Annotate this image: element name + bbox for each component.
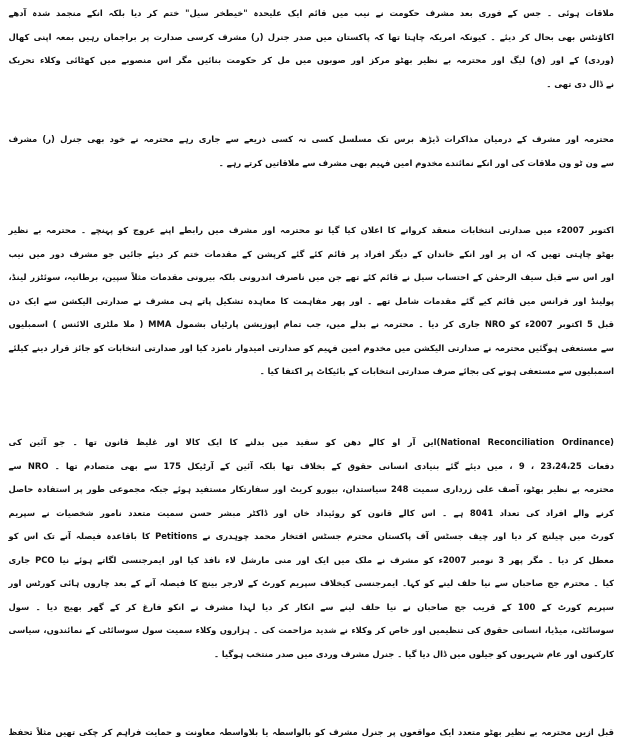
line-text: ملاقات ہوئی ۔ جس کے فوری بعد مشرف حکومت نے نیب میں قائم ایک علیحدہ "خیطخر سیل" ختم کر دیا بلکہ انکے منجمد شدہ آدھے [8, 8, 614, 18]
line-text: پولینڈ اور فرانس میں قائم کیے گئے مقدمات شامل تھے ۔ اور پھر مفاہمت کا معاہدہ تشکیل پاتے ہی مشرف نے صدارتی الیکشن سے ایک دن [8, 295, 614, 306]
paragraph-5 [8, 719, 614, 743]
text-line [8, 617, 614, 641]
line-text: اور اس سے قبل سیف الرحمٰن کے احتساب سیل نے قائم کئے تھے جن میں ناصرف اندرونی بلکہ بیرونی مقدمات مثلاً سپین، برطانیہ، سوئٹزر لینڈ، [8, 272, 614, 282]
line-text: محترمہ بے نظیر بھٹو، آصف علی زرداری سمیت 248 سیاستدان، بیورو کریٹ اور سفارتکار مستفید ہوئے جبکہ مجموعی طور پر استفادہ حاصل [8, 484, 614, 494]
text-line [8, 453, 614, 477]
text-line [8, 429, 614, 453]
line-text: کورٹ میں چیلنج کر دیا اور چیف جسٹس آف پاکستان محترم جسٹس افتخار محمد چوہدری نے Petitions کا باقاعدہ فیصلہ آنے تک اس کو [8, 531, 614, 541]
paragraph-3 [8, 217, 614, 382]
text-line [8, 641, 614, 665]
line-text: بھٹو چاہتی تھیں کہ ان پر اور انکے خاندان کے دیگر افراد پر قائم کئے گئے کرپشن کے مقدمات ختم کر دیئے جائیں جو مشرف دور میں نیب [8, 248, 614, 259]
line-text: اسمبلیوں سے مستعفی ہونے کی بجائے صرف صدارتی انتخابات کے بائیکاٹ پر اکتفا کیا ۔ [259, 366, 614, 376]
text-line [8, 47, 614, 71]
text-line [8, 217, 614, 241]
line-text: معطل کر دیا ۔ مگر پھر 3 نومبر 2007ء کو مشرف نے ملک میں ایک اور منی مارشل لاء نافذ کیا اور ایمرجنسی لگاتے ہوئے نیا PCO جاری [8, 554, 614, 565]
text-line [8, 24, 614, 48]
line-text: کرنے والے افراد کی تعداد 8041 ہے ۔ اس کالے قانون کو روئیداد خان اور ڈاکٹر مبشر حسن سمیت متعدد نامور شخصیات نے سپریم [8, 507, 614, 518]
text-line [8, 358, 614, 382]
text-line [8, 150, 614, 174]
text-line [8, 570, 614, 594]
text-line [8, 264, 614, 288]
text-line [8, 335, 614, 359]
text-line [8, 311, 614, 335]
text-line [8, 547, 614, 571]
line-text: قبل ازیں محترمہ بے نظیر بھٹو متعدد ایک مواقعوں پر جنرل مشرف کو بالواسطہ یا بلاواسطہ معاونت و حمایت فراہم کر چکی تھیں مثلاً تحفظ [8, 727, 614, 737]
text-line [8, 288, 614, 312]
line-text: کارکنوں اور عام شہریوں کو جیلوں میں ڈال دیا گیا ۔ جنرل مشرف وردی میں صدر منتخب ہوگیا ۔ [213, 648, 614, 659]
text-line [8, 523, 614, 547]
text-line [8, 0, 614, 24]
line-text: (National Reconciliation Ordinance)این آر او کالے دھن کو سفید میں بدلنے کا ایک کالا اور غلیظ قانون تھا ۔ جو آئین کی [8, 437, 614, 447]
paragraph-2 [8, 126, 614, 173]
text-line [8, 71, 614, 95]
line-text: کیا ۔ محترم جج صاحبان سے نیا حلف لینے کو کہا۔ ایمرجنسی کیخلاف سپریم کورٹ کے لارجر بینچ کا فیصلہ آنے کے بعد چاروں ہائی کورٹس اور [8, 578, 614, 588]
line-text: اکاؤنٹس بھی بحال کر دیئے ۔ کیونکہ امریکہ چاہتا تھا کہ پاکستان میں صدر جنرل (ر) مشرف کرسی صدارت پر براجمان رہیں بمعہ اپنی کھال [8, 31, 614, 42]
text-line [8, 476, 614, 500]
text-line [8, 500, 614, 524]
line-text: سے ون ٹو ون ملاقات کی اور انکے نمائندے مخدوم امین فہیم بھی مشرف سے ملاقاتیں کرتے رہے ۔ [218, 157, 614, 168]
line-text: اکتوبر 2007ء میں صدارتی انتخابات منعقد کروانے کا اعلان کیا گیا تو محترمہ اور مشرف میں رابطے اپنے عروج کو پہنچے ۔ محترمہ بے نظیر [8, 225, 614, 235]
paragraph-1 [8, 0, 614, 94]
line-text: سوسائٹی، میڈیا، انسانی حقوق کی تنظیمیں اور خاص کر وکلاء نے شدید مزاحمت کی ۔ ہزاروں وکلاء سمیت سول سوسائٹی کے نمائندوں، سیاسی [8, 625, 614, 635]
text-line [8, 594, 614, 618]
line-text: دفعات 23،24،25 ، 9 ، میں دیئے گئے بنیادی انسانی حقوق کے بخلاف تھا بلکہ آئین کے آرٹیکل 175 سے بھی متصادم تھا ۔ NRO سے [8, 460, 614, 471]
paragraph-4 [8, 429, 614, 664]
line-text: قبل 5 اکتوبر 2007ء کو NRO جاری کر دیا ۔ محترمہ نے بدلے میں، جب تمام اپوزیشن پارٹیاں بشمول MMA ( ملا ملٹری الائنس ) اسمبلیوں [8, 319, 614, 329]
line-text: محترمہ اور مشرف کے درمیان مذاکرات ڈیڑھ برس تک مسلسل کسی نہ کسی ذریعے سے جاری رہے محترمہ نے خود بھی جنرل (ر) مشرف [8, 134, 614, 144]
line-text: (وردی) کے اور (ق) لیگ اور محترمہ بے نظیر بھٹو مرکز اور صوبوں میں مل کر حکومت بنائیں مگر اس منصوبے میں کھٹائی وکلاء تحریک [8, 55, 614, 65]
text-line [8, 126, 614, 150]
line-text: سپریم کورٹ کے 100 کے قریب جج صاحبان نے نیا حلف لینے سے انکار کر دیا لہذا مشرف نے انکو فارغ کر کے گھر بھیج دیا ۔ سول [8, 601, 614, 612]
text-line [8, 241, 614, 265]
line-text: نے ڈال دی تھی ۔ [546, 78, 614, 89]
text-line [8, 719, 614, 743]
line-text: سے مستعفی ہوگئیں محترمہ نے صدارتی الیکشن میں مخدوم امین فہیم کو صدارتی امیدوار نامزد کیا اور صدارتی انتخابات کو جائز قرار دینے کیلئے [8, 342, 614, 353]
